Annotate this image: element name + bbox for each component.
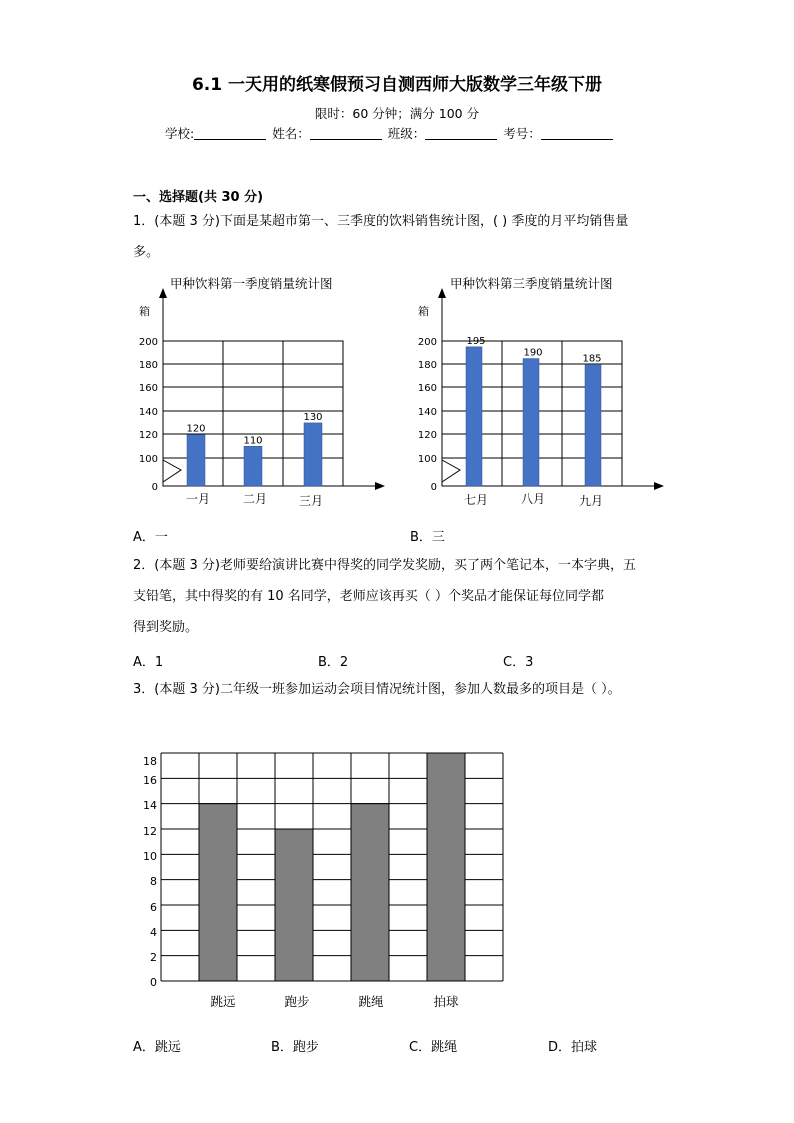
- chart1-ytick: 200: [138, 337, 158, 348]
- chart2-xtick: 九月: [578, 494, 604, 508]
- chart2-y-arrow: [438, 288, 446, 298]
- chart2-bar-sep: [585, 364, 601, 486]
- chart2-bar-aug: [523, 359, 539, 486]
- question-2-line-1: 2．(本题 3 分)老师要给演讲比赛中得奖的同学发奖励，买了两个笔记本，一本字典，五: [133, 558, 636, 573]
- chart3-ytick: 10: [143, 850, 157, 863]
- chart3-ytick: 6: [150, 901, 157, 914]
- chart-q3-sports: [125, 745, 515, 1015]
- chart1-xtick: 三月: [298, 494, 324, 508]
- chart2-xtick: 八月: [520, 492, 546, 506]
- question-3-option-a[interactable]: A．跳远: [133, 1040, 181, 1055]
- chart1-ytick: 140: [138, 407, 158, 418]
- section-title: 一、选择题(共 30 分): [133, 190, 264, 205]
- chart1-ylabel: 箱: [139, 305, 150, 318]
- chart3-xtick: 跑步: [284, 994, 310, 1009]
- chart3-bar-3: [351, 804, 389, 981]
- chart2-data-label: 185: [582, 353, 602, 365]
- chart2-data-label: 190: [523, 347, 543, 359]
- chart2-x-arrow: [654, 482, 664, 490]
- name-blank: [310, 127, 382, 140]
- name-label: 姓名：: [272, 126, 310, 141]
- page-title: 6.1 一天用的纸寒假预习自测西师大版数学三年级下册: [191, 75, 603, 95]
- chart-q1-first-quarter: [125, 268, 395, 518]
- question-1-option-a[interactable]: A．一: [133, 530, 168, 545]
- question-2-option-b[interactable]: B．2: [318, 655, 349, 670]
- exam-number-blank: [541, 127, 613, 140]
- chart1-bar-mar: [304, 423, 322, 486]
- question-3-option-d[interactable]: D．拍球: [548, 1040, 598, 1055]
- chart2-data-label: 195: [466, 335, 486, 347]
- chart2-ytick: 160: [417, 383, 437, 394]
- exam-number-label: 考号：: [503, 126, 541, 141]
- chart1-y-arrow: [159, 288, 167, 298]
- question-2-line-2: 支铅笔，其中得奖的有 10 名同学，老师应该再买（ ）个奖品才能保证每位同学都: [133, 589, 604, 604]
- chart1-xtick: 一月: [185, 492, 211, 506]
- chart1-x-arrow: [375, 482, 385, 490]
- chart1-data-label: 130: [303, 411, 323, 423]
- chart2-ytick: 140: [417, 407, 437, 418]
- question-3-line-1: 3．(本题 3 分)二年级一班参加运动会项目情况统计图，参加人数最多的项目是（ ）。: [133, 682, 621, 697]
- chart1-ytick: 160: [138, 383, 158, 394]
- chart1-ytick: 100: [138, 454, 158, 465]
- chart3-ytick: 2: [150, 951, 157, 964]
- chart2-ytick: 100: [417, 454, 437, 465]
- school-blank: [194, 127, 266, 140]
- chart1-axis-break: [163, 460, 181, 482]
- chart3-xtick: 跳绳: [358, 994, 384, 1009]
- question-3-option-c[interactable]: C．跳绳: [409, 1040, 458, 1055]
- question-3-option-b[interactable]: B．跑步: [271, 1040, 319, 1055]
- chart1-bar-feb: [244, 446, 262, 486]
- chart2-ytick: 200: [417, 337, 437, 348]
- chart3-xtick: 拍球: [433, 994, 459, 1009]
- info-line: [165, 124, 615, 142]
- school-label: 学校:: [165, 126, 195, 141]
- chart3-bar-4: [427, 753, 465, 981]
- class-label: 班级：: [387, 126, 426, 141]
- chart1-ytick: 120: [138, 430, 158, 441]
- chart1-ytick: 0: [151, 482, 158, 493]
- chart3-bars: [199, 753, 465, 981]
- chart3-ytick: 16: [143, 774, 157, 787]
- chart3-ytick: 12: [143, 825, 157, 838]
- chart2-bar-jul: [466, 347, 482, 486]
- chart2-ytick: 0: [430, 482, 437, 493]
- question-2-option-a[interactable]: A．1: [133, 655, 164, 670]
- chart2-ylabel: 箱: [418, 305, 429, 318]
- chart2-ytick: 180: [417, 360, 437, 371]
- chart3-ytick: 0: [150, 976, 157, 989]
- chart1-xtick: 二月: [242, 492, 268, 506]
- chart2-xtick: 七月: [463, 493, 489, 507]
- chart3-ytick: 4: [150, 926, 157, 939]
- chart3-xtick: 跳远: [210, 994, 236, 1009]
- question-1-option-b[interactable]: B．三: [410, 530, 445, 545]
- question-2-line-3: 得到奖励。: [133, 620, 199, 635]
- chart1-bar-jan: [187, 435, 205, 486]
- chart1-data-label: 120: [186, 423, 206, 435]
- class-blank: [425, 127, 497, 140]
- chart1-ytick: 180: [138, 360, 158, 371]
- chart3-bar-1: [199, 804, 237, 981]
- chart3-ytick: 18: [143, 755, 157, 768]
- chart3-ytick: 14: [143, 799, 157, 812]
- chart2-ytick: 120: [417, 430, 437, 441]
- question-1-line-2: 多。: [133, 245, 160, 260]
- question-2-option-c[interactable]: C．3: [503, 655, 534, 670]
- page-subtitle: 限时：60 分钟；满分 100 分: [314, 106, 480, 121]
- question-1-line-1: 1．(本题 3 分)下面是某超市第一、三季度的饮料销售统计图，( ) 季度的月平均销售量: [133, 214, 629, 229]
- chart2-title: 甲种饮料第三季度销量统计图: [450, 276, 613, 291]
- chart1-title: 甲种饮料第一季度销量统计图: [170, 276, 333, 291]
- chart3-bar-2: [275, 829, 313, 981]
- chart2-axis-break: [442, 460, 460, 482]
- chart3-ytick: 8: [150, 875, 157, 888]
- chart-q1-third-quarter: [404, 268, 674, 518]
- chart1-data-label: 110: [243, 435, 263, 447]
